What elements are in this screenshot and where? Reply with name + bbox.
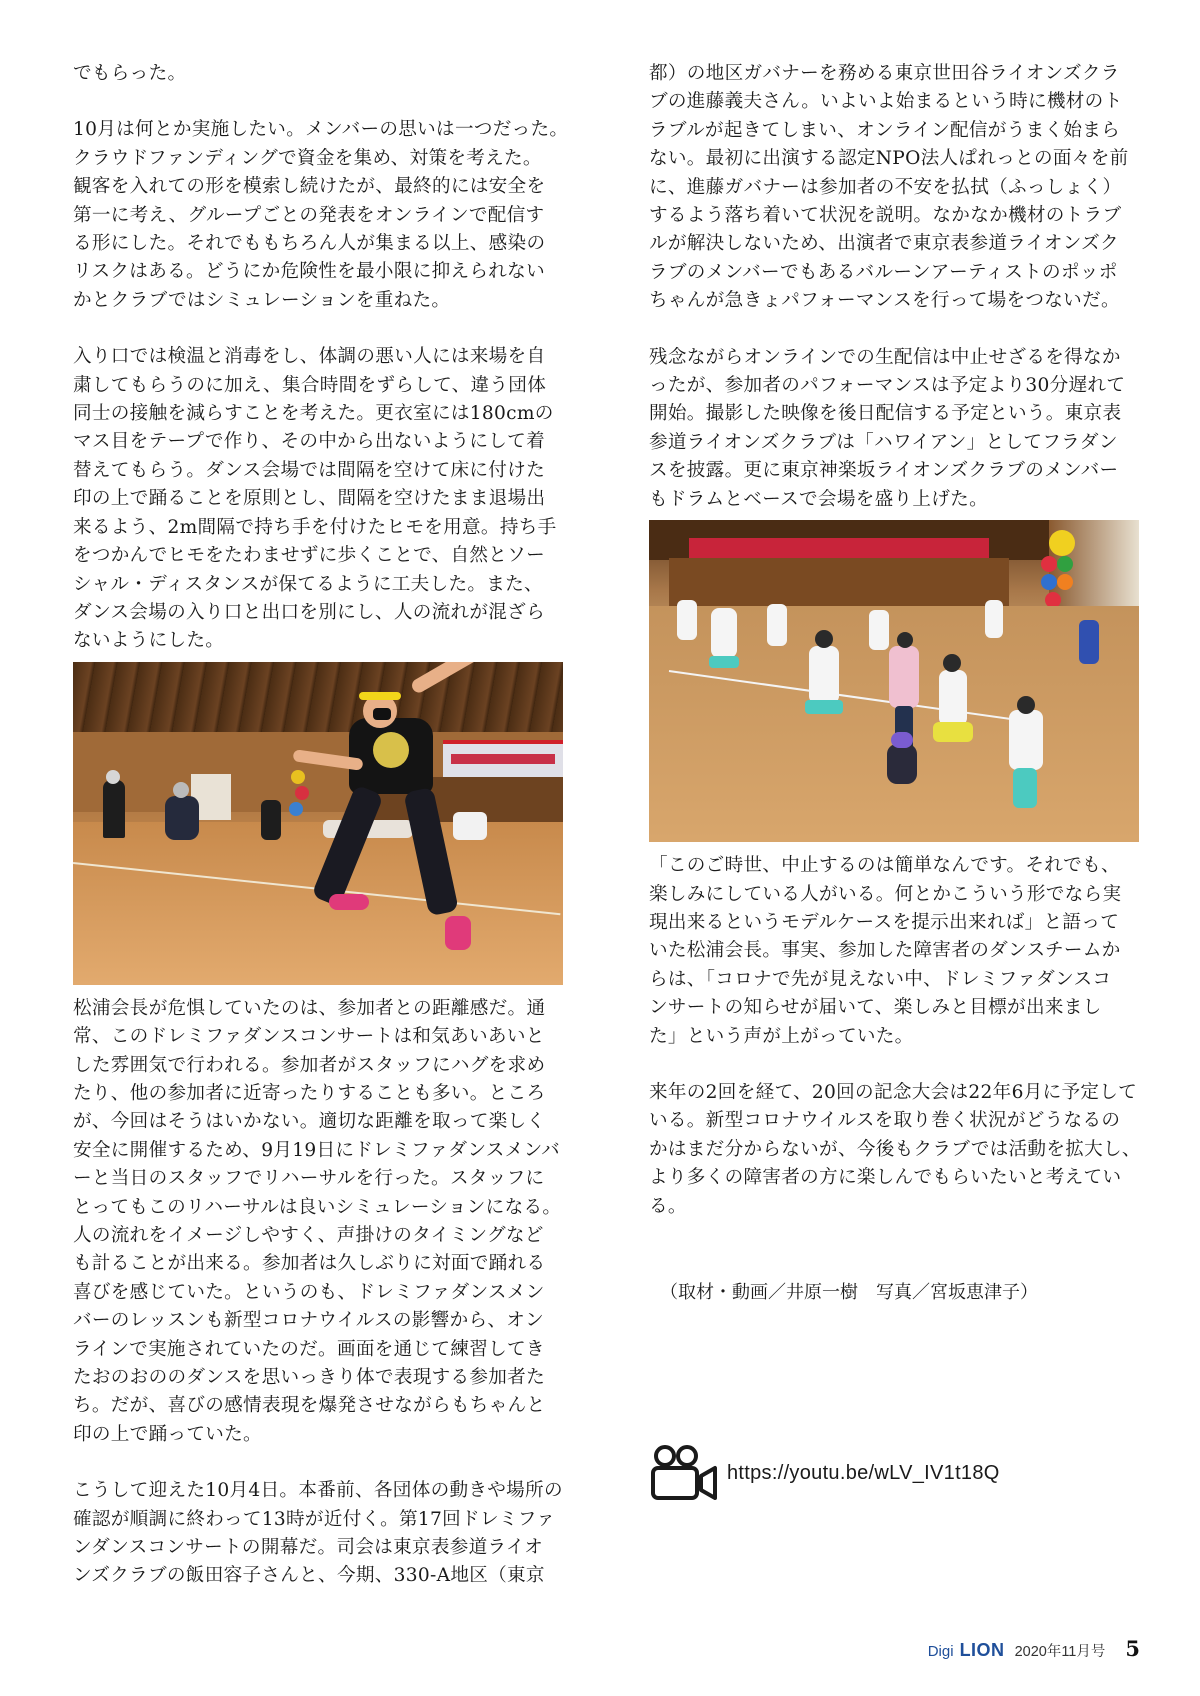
- left-column: [73, 60, 578, 1591]
- paragraph: 来年の2回を経て、20回の記念大会は22年6月に予定して いる。新型コロナウイルスを取り巻く状況がどうなるの かはまだ分からないが、今後もクラブでは活動を拡大し、 より多くの障害者の方に楽しんでもらいたいと考えてい る。: [649, 1081, 1141, 1217]
- right-column: [649, 60, 1154, 1221]
- magazine-name-lion: LION: [959, 1640, 1005, 1660]
- paragraph: 入り口では検温と消毒をし、体調の悪い人には来場を自 粛してもらうのに加え、集合時間をずらして、違う団体 同士の接触を減らすことを考えた。更衣室には180cmの マス目をテープで作り、その中から出ないようにして着 替えてもらう。ダンス会場では間隔を空けて床に付けた 印の上で踊ることを原則とし、間隔を空けたまま退場出 来るよう、2m間隔で持ち手を付けたヒモを用意。持ち手 をつかんでヒモをたわませずに歩くことで、自然とソー シャル・ディスタンスが保てるように工夫した。また、 ダンス会場の入り口と出口を別にし、人の流れが混ざら ないようにした。: [73, 346, 557, 652]
- page-footer: [928, 1636, 1140, 1661]
- video-camera-icon: [649, 1444, 719, 1504]
- magazine-name-digi: Digi: [927, 1643, 954, 1660]
- paragraph: こうして迎えた10月4日。本番前、各団体の動きや場所の 確認が順調に終わって13時が近付く。第17回ドレミファ ンダンスコンサートの開幕だ。司会は東京表参道ライオ ンズクラブの飯田容子さんと、今期、330-A地区（東京: [73, 1480, 563, 1587]
- photo-credit: （取材・動画／井原一樹 写真／宮坂恵津子）: [660, 1282, 1038, 1303]
- paragraph: 松浦会長が危惧していたのは、参加者との距離感だ。通 常、このドレミファダンスコンサートは和気あいあいと した雰囲気で行われる。参加者がスタッフにハグを求め たり、他の参加者に近寄ったりすることも多い。ところ が、今回はそうはいかない。適切な距離を取って楽しく 安全に開催するため、9月19日にドレミファダンスメンバ ーと当日のスタッフでリハーサルを行った。スタッフに とってもこのリハーサルは良いシミュレーションになる。 人の流れをイメージしやすく、声掛けのタイミングなど も計ることが出来る。参加者は久しぶりに対面で踊れる 喜びを感じていた。というのも、ドレミファダンスメン バーのレッスンも新型コロナウイルスの影響から、オン ラインで実施されていたのだ。画面を通じて練習してき たおのおののダンスを思いっきり体で表現する参加者た ち。だが、喜びの感情表現を爆発させながらもちゃんと 印の上で踊っていた。: [73, 997, 562, 1445]
- paragraph: 10月は何とか実施したい。メンバーの思いは一つだった。 クラウドファンディングで資金を集め、対策を考えた。 観客を入れての形を模索し続けたが、最終的には安全を 第一に考え、グループごとの発表をオンラインで配信す る形にした。それでももちろん人が集まる以上、感染の リスクはある。どうにか危険性を最小限に抑えられない かとクラブではシミュレーションを重ねた。: [73, 119, 569, 311]
- paragraph: でもらった。: [73, 63, 187, 84]
- issue-date: 2020年11月号: [1014, 1644, 1106, 1660]
- paragraph: 「このご時世、中止するのは簡単なんです。それでも、 楽しみにしている人がいる。何とかこういう形でなら実 現出来るというモデルケースを提示出来れば」と語って いた松浦会長。事実、参加した障害者のダンスチームか らは、「コロナで先が見えない中、ドレミファダンスコ ンサートの知らせが届いて、楽しみと目標が出来まし た」という声が上がっていた。: [649, 855, 1122, 1047]
- paragraph: 都）の地区ガバナーを務める東京世田谷ライオンズクラ ブの進藤義夫さん。いよいよ始まるという時に機材のト ラブルが起きてしまい、オンライン配信がうまく始まら ない。最初に出演する認定NPO法人ぱれっとの面々を前 に、進藤ガバナーは参加者の不安を払拭（ふっしょく） するよう落ち着いて状況を説明。なかなか機材のトラブ ルが解決しないため、出演者で東京表参道ライオンズク ラブのメンバーでもあるバルーンアーティストのポッポ ちゃんが急きょパフォーマンスを行って場をつないだ。: [649, 63, 1129, 312]
- page-number: 5: [1125, 1636, 1140, 1661]
- paragraph: 残念ながらオンラインでの生配信は中止せざるを得なか ったが、参加者のパフォーマンスは予定より30分遅れて 開始。撮影した映像を後日配信する予定という。東京表 参道ライオンズクラブは「ハワイアン」としてフラダン スを披露。更に東京神楽坂ライオンズクラブのメンバー もドラムとベースで会場を盛り上げた。: [649, 346, 1126, 510]
- video-link-block: [649, 1444, 1109, 1504]
- dance-hall-photo: [73, 662, 563, 985]
- youtube-link[interactable]: https://youtu.be/wLV_IV1t18Q: [727, 1462, 1000, 1484]
- children-dance-photo: [649, 520, 1139, 842]
